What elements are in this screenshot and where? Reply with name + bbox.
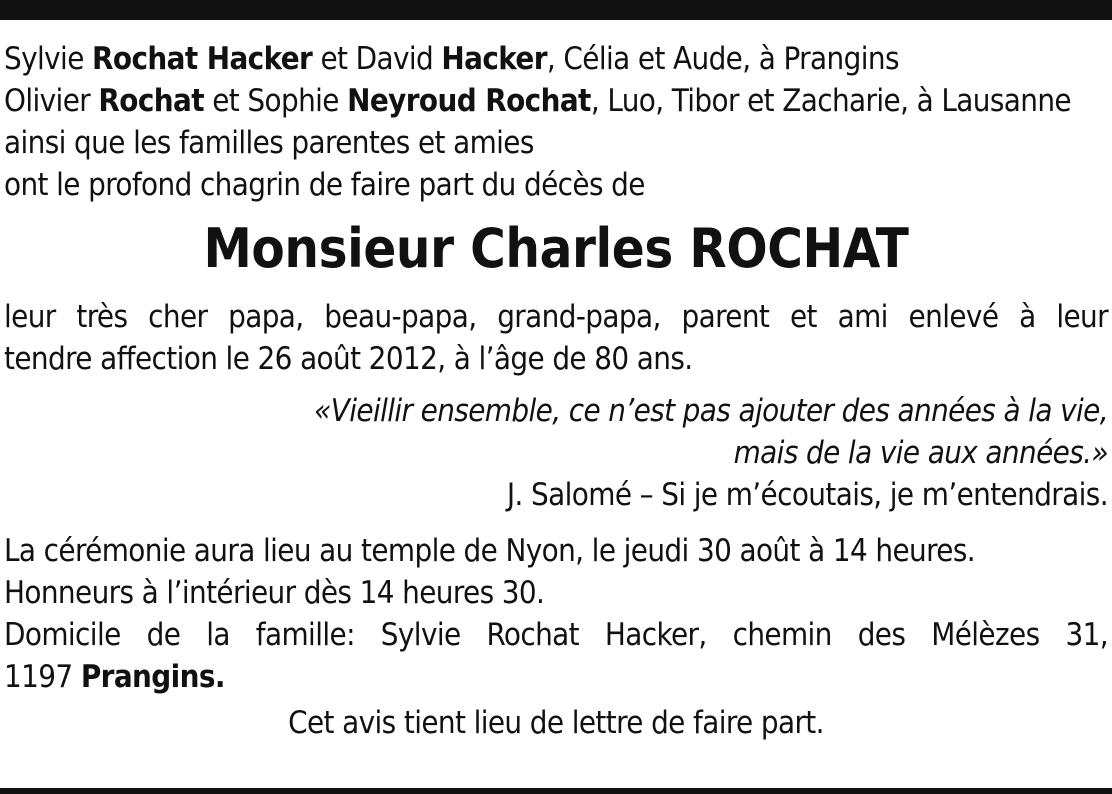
ceremony-line-1: La cérémonie aura lieu au temple de Nyon, le jeudi 30 août à 14 heures. — [4, 533, 976, 569]
quote-attribution: J. Salomé – Si je m’écoutais, je m’entendrais. — [506, 477, 1108, 513]
postcode: 1197 — [4, 659, 81, 695]
quote-line-1: «Vieillir ensemble, ce n’est pas ajouter des années à la vie, — [314, 393, 1108, 429]
ceremony-line-4 — [4, 656, 1108, 698]
family-name-bold: Neyroud Rochat — [347, 83, 591, 119]
family-name-bold: Rochat — [98, 83, 204, 119]
text-fragment: Olivier — [4, 83, 99, 119]
top-rule — [0, 0, 1112, 20]
bottom-rule — [0, 788, 1112, 794]
ceremony-line-3: Domicile de la famille: Sylvie Rochat Hacker, chemin des Mélèzes 31, — [4, 617, 1108, 653]
tribute-line-1: leur très cher papa, beau-papa, grand-papa, parent et ami enlevé à leur — [4, 299, 1108, 335]
quote-line-2: mais de la vie aux années.» — [733, 435, 1108, 471]
announcement-line: ont le profond chagrin de faire part du décès de — [4, 167, 645, 203]
text-fragment: et David — [312, 41, 442, 77]
closing-line: Cet avis tient lieu de lettre de faire part. — [288, 705, 824, 741]
family-line-3: ainsi que les familles parentes et amies — [4, 125, 534, 161]
deceased-name: Monsieur Charles ROCHAT — [203, 217, 909, 280]
tribute-line-2: tendre affection le 26 août 2012, à l’âge de 80 ans. — [4, 341, 693, 377]
family-name-bold: Hacker — [441, 41, 547, 77]
family-name-bold: Rochat Hacker — [92, 41, 313, 77]
ceremony-block — [4, 530, 1108, 698]
ceremony-line-2: Honneurs à l’intérieur dès 14 heures 30. — [4, 575, 545, 611]
text-fragment: , Célia et Aude, à Prangins — [546, 41, 899, 77]
family-line-1 — [4, 38, 1108, 80]
text-fragment: Sylvie — [4, 41, 93, 77]
text-fragment: et Sophie — [203, 83, 348, 119]
obituary-notice — [4, 38, 1108, 744]
family-line-2 — [4, 80, 1108, 122]
quote-block — [4, 390, 1108, 516]
city-bold: Prangins. — [80, 659, 225, 695]
text-fragment: , Luo, Tibor et Zacharie, à Lausanne — [590, 83, 1071, 119]
